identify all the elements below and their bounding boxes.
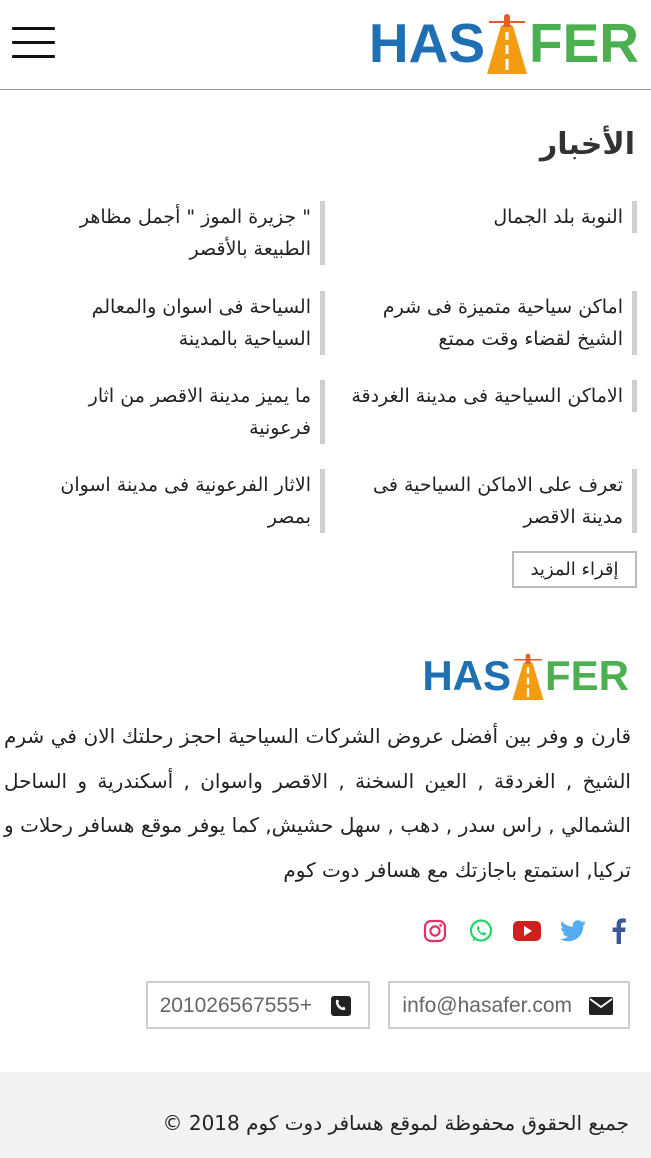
news-heading: الأخبار bbox=[539, 127, 635, 162]
phone-contact[interactable] bbox=[146, 981, 370, 1029]
news-item[interactable]: تعرف على الاماكن السياحية فى مدينة الاقصر bbox=[341, 469, 637, 533]
footer-logo[interactable]: HAS FER bbox=[422, 652, 629, 699]
news-item[interactable]: " جزيرة الموز " أجمل مظاهر الطبيعة بالأقصر bbox=[29, 201, 325, 265]
copyright-bar bbox=[0, 1072, 651, 1158]
menu-button[interactable] bbox=[12, 26, 56, 60]
hamburger-icon bbox=[12, 27, 55, 30]
email-text: info@hasafer.com bbox=[402, 994, 572, 1017]
site-header bbox=[0, 0, 651, 90]
news-item[interactable]: اماكن سياحية متميزة فى شرم الشيخ لقضاء وقت ممتع bbox=[341, 291, 637, 355]
twitter-icon[interactable] bbox=[559, 916, 587, 946]
news-item[interactable]: النوبة بلد الجمال bbox=[341, 201, 637, 233]
phone-icon bbox=[328, 995, 354, 1017]
copyright-text: جميع الحقوق محفوظة لموقع هسافر دوت كوم 2018 © bbox=[162, 1111, 629, 1135]
news-item[interactable]: ما يميز مدينة الاقصر من اثار فرعونية bbox=[29, 380, 325, 444]
runway-plane-icon bbox=[511, 652, 545, 700]
whatsapp-icon[interactable] bbox=[467, 916, 495, 946]
news-item[interactable]: السياحة فى اسوان والمعالم السياحية بالمدينة bbox=[29, 291, 325, 355]
youtube-icon[interactable] bbox=[513, 916, 541, 946]
site-logo[interactable]: HAS FER bbox=[368, 12, 639, 74]
about-text: قارن و وفر بين أفضل عروض الشركات السياحية احجز رحلتك الان في شرم الشيخ , الغردقة , العين السخنة , الاقصر واسوان , أسكندرية و الساحل الشمالي , راس سدر , دهب , سهل حشيش, كما يوفر موقع هسافر رحلات و تركيا, استمتع باجازتك مع هسافر دوت كوم bbox=[4, 724, 631, 882]
email-contact[interactable] bbox=[388, 981, 630, 1029]
social-links bbox=[421, 916, 633, 946]
instagram-icon[interactable] bbox=[421, 916, 449, 946]
phone-text: 201026567555+ bbox=[159, 994, 312, 1017]
envelope-icon bbox=[588, 995, 614, 1017]
news-item[interactable]: الاثار الفرعونية فى مدينة اسوان بمصر bbox=[29, 469, 325, 533]
runway-plane-icon bbox=[485, 12, 529, 74]
news-item[interactable]: الاماكن السياحية فى مدينة الغردقة bbox=[341, 380, 637, 412]
facebook-icon[interactable] bbox=[605, 916, 633, 946]
read-more-button[interactable]: إقراء المزيد bbox=[512, 551, 637, 588]
